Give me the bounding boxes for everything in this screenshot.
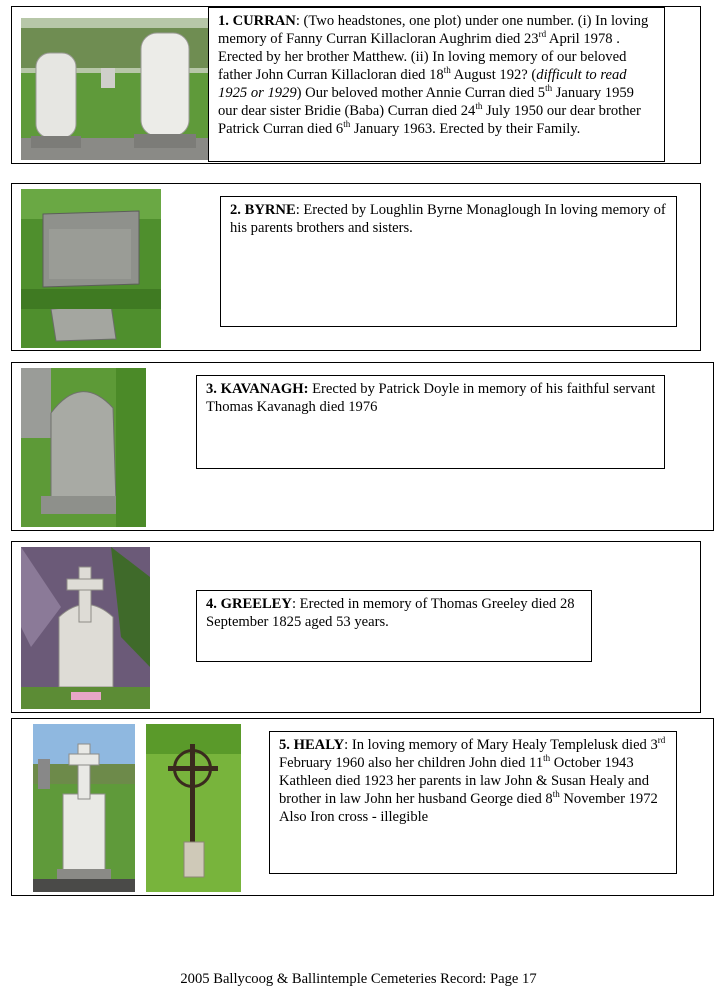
inscription-segment: November 1972	[559, 791, 658, 807]
inscription-text	[218, 12, 656, 138]
inscription-segment: : Erected in memory of Thomas Greeley died 28 September 1825 aged 53 years.	[206, 596, 575, 630]
entry-healy	[11, 718, 714, 896]
inscription-healy	[269, 731, 677, 874]
surname-heading: 2. BYRNE	[230, 202, 296, 218]
entry-curran	[11, 6, 701, 164]
page-footer: 2005 Ballycoog & Ballintemple Cemeteries Record: Page 17	[180, 971, 537, 987]
ordinal-suffix: th	[443, 65, 451, 76]
inscription-greeley	[196, 590, 592, 662]
photo-greeley-headstone	[21, 547, 150, 709]
inscription-segment: April 1978 . Erected by her brother Matthew. (ii) In loving memory of our beloved father John Curran Killacloran died 18	[218, 31, 627, 83]
surname-heading: 3. KAVANAGH:	[206, 381, 309, 397]
ordinal-suffix: th	[545, 83, 553, 94]
entry-byrne	[11, 183, 701, 351]
inscription-byrne	[220, 196, 677, 327]
photo-kavanagh-headstone	[21, 368, 146, 527]
inscription-text	[279, 736, 668, 808]
inscription-segment: : Erected by Loughlin Byrne Monaglough In loving memory of his parents brothers and sisters.	[230, 202, 666, 236]
entry-greeley	[11, 541, 701, 713]
photo-healy-iron-cross	[146, 724, 241, 892]
inscription-segment: October 1943 Kathleen died 1923 her parents in law John & Susan Healy and brother in law John her husband George died 8	[279, 755, 650, 807]
inscription-segment: : (Two headstones, one plot) under one number. (i) In loving memory of Fanny Curran Killacloran Aughrim died 23	[218, 13, 649, 47]
inscription-text	[206, 380, 656, 416]
inscription-segment: July 1950 our dear brother Patrick Curran died 6	[218, 103, 641, 137]
surname-heading: 5. HEALY	[279, 737, 345, 753]
photo-healy-headstone	[33, 724, 135, 892]
inscription-note: Also Iron cross - illegible	[279, 809, 429, 825]
editor-note: difficult to read 1925 or 1929	[218, 67, 627, 101]
inscription-segment: February 1960 also her children John died 11	[279, 755, 544, 771]
inscription-text	[206, 595, 583, 631]
inscription-segment: ) Our beloved mother Annie Curran died 5	[296, 85, 546, 101]
ordinal-suffix: th	[543, 753, 551, 764]
ordinal-suffix: th	[343, 119, 351, 130]
inscription-kavanagh	[196, 375, 665, 469]
inscription-segment: January 1963. Erected by their Family.	[350, 121, 581, 137]
inscription-segment: January 1959 our dear sister Bridie (Baba) Curran died 24	[218, 85, 634, 119]
entry-kavanagh	[11, 362, 714, 531]
photo-byrne-headstone	[21, 189, 161, 348]
ordinal-suffix: th	[475, 101, 483, 112]
surname-heading: 1. CURRAN	[218, 13, 296, 29]
ordinal-suffix: th	[552, 789, 560, 800]
ordinal-suffix: rd	[538, 29, 547, 40]
inscription-text	[230, 201, 668, 237]
surname-heading: 4. GREELEY	[206, 596, 292, 612]
inscription-segment: Erected by Patrick Doyle in memory of his faithful servant Thomas Kavanagh died 1976	[206, 381, 656, 415]
inscription-segment: August 192? (	[450, 67, 537, 83]
ordinal-suffix: rd	[657, 735, 666, 746]
photo-curran-headstones	[21, 18, 208, 160]
inscription-curran	[208, 7, 665, 162]
inscription-segment: : In loving memory of Mary Healy Templelusk died 3	[344, 737, 658, 753]
